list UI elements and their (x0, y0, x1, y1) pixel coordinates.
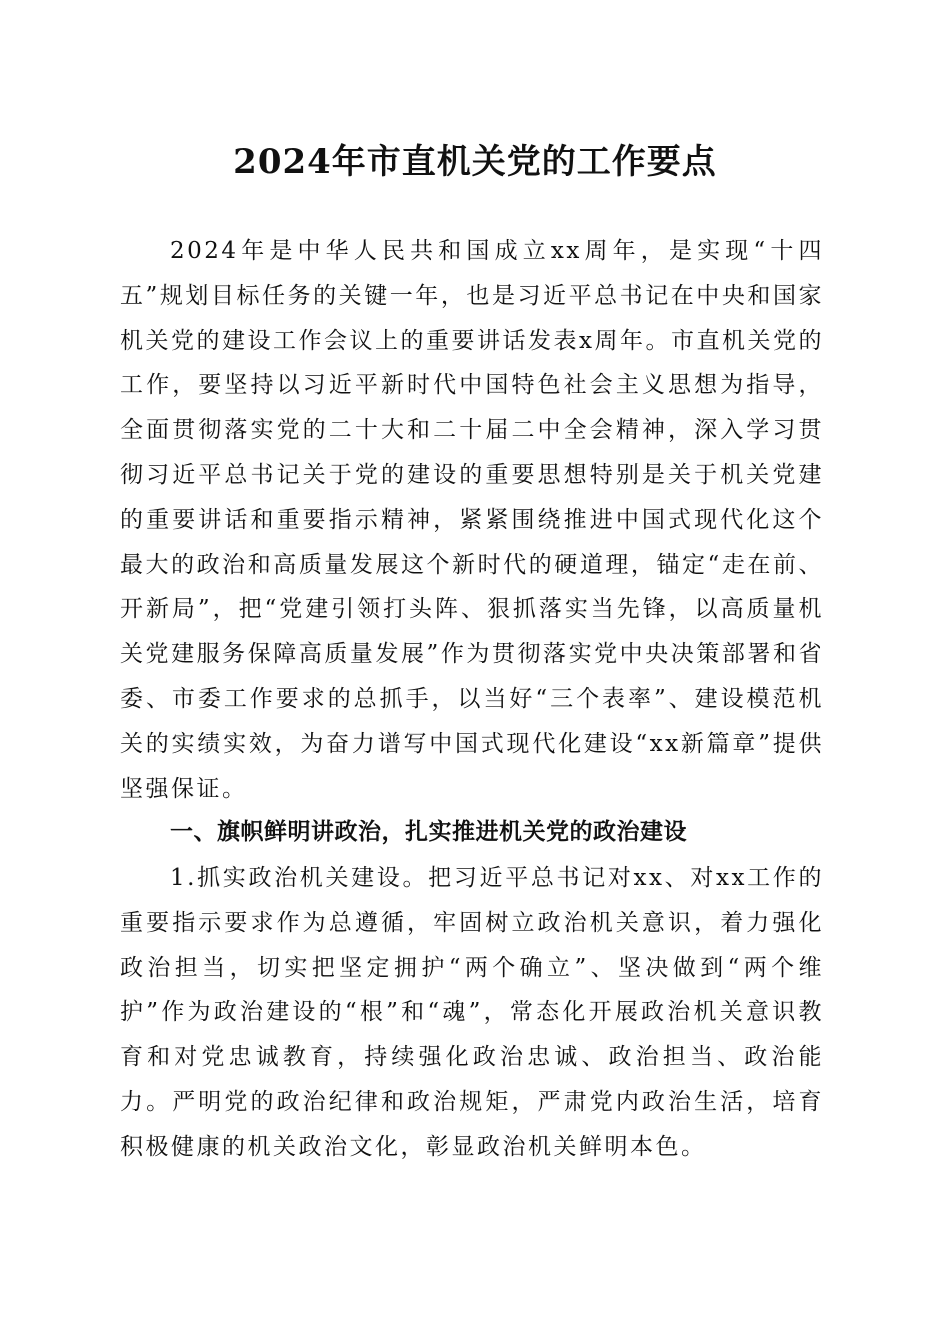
document-title: 2024年市直机关党的工作要点 (233, 142, 717, 182)
section-heading: 一、旗帜鲜明讲政治，扎实推进机关党的政治建设 (170, 819, 687, 845)
intro-paragraph: 2024年是中华人民共和国成立xx周年，是实现“十四五”规划目标任务的关键一年，也是习近平总书记在中央和国家机关党的建设工作会议上的重要讲话发表x周年。市直机关党的工作，要坚持以习近平新时代中国特色社会主义思想为指导，全面贯彻落实党的二十大和二十届二中全会精神，深入学习贯彻习近平总书记关于党的建设的重要思想特别是关于机关党建的重要讲话和重要指示精神，紧紧围绕推进中国式现代化这个最大的政治和高质量发展这个新时代的硬道理，锚定“走在前、开新局”，把“党建引领打头阵、狠抓落实当先锋，以高质量机关党建服务保障高质量发展”作为贯彻落实党中央决策部署和省委、市委工作要求的总抓手，以当好“三个表率”、建设模范机关的实绩实效，为奋力谱写中国式现代化建设“xx新篇章”提供坚强保证。 (120, 238, 824, 802)
section-paragraph: 1.抓实政治机关建设。把习近平总书记对xx、对xx工作的重要指示要求作为总遵循，牢固树立政治机关意识，着力强化政治担当，切实把坚定拥护“两个确立”、坚决做到“两个维护”作为政治建设的“根”和“魂”，常态化开展政治机关意识教育和对党忠诚教育，持续强化政治忠诚、政治担当、政治能力。严明党的政治纪律和政治规矩，严肃党内政治生活，培育积极健康的机关政治文化，彰显政治机关鲜明本色。 (120, 865, 824, 1160)
